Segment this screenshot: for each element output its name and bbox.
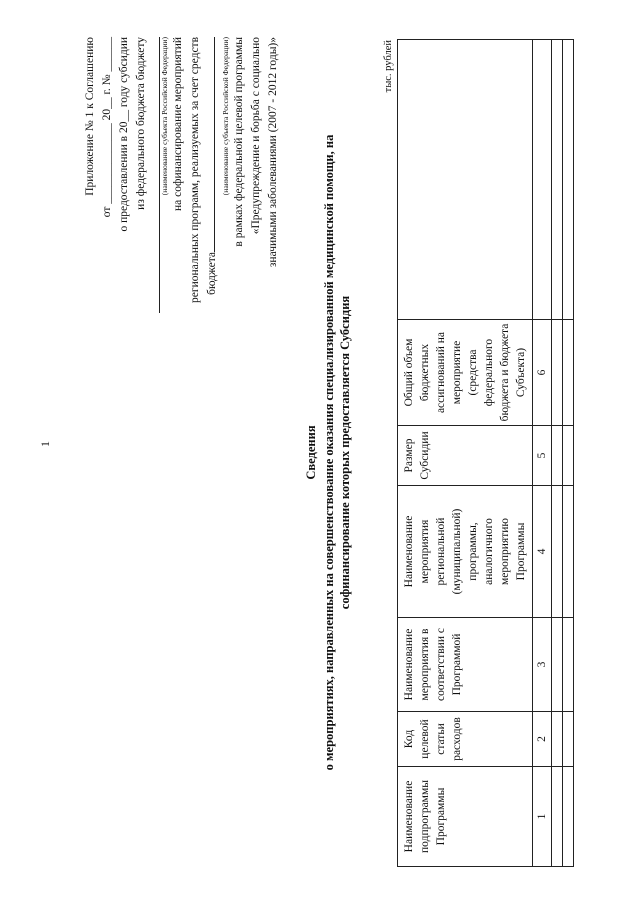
document-subtitle-line-1: о мероприятиях, направленных на совершенствование оказания специализированной медицинской помощи, на — [322, 134, 336, 771]
table-cell — [563, 40, 574, 320]
appendix-note-subject-1: (наименование субъекта Российской Федерации) — [160, 37, 169, 196]
column-number: 1 — [533, 767, 552, 867]
table-cell — [552, 767, 563, 867]
appendix-purpose-1: о предоставлении в 20__ году субсидии — [118, 37, 130, 232]
appendix-date-line: от ______________ 20__ г. № ______ — [101, 37, 113, 218]
header-total-budget: Общий объем бюджетных ассигнований на мероприятие (средства федерального бюджета и бюджета Субъекта) — [398, 320, 533, 426]
appendix-budget-prefix: бюджета — [206, 252, 218, 295]
column-number-blank — [533, 40, 552, 320]
table-row — [563, 40, 574, 867]
column-number: 6 — [533, 320, 552, 426]
column-number: 5 — [533, 426, 552, 486]
column-number: 4 — [533, 486, 552, 618]
appendix-purpose-2: из федерального бюджета бюджету — [135, 37, 147, 210]
appendix-note-subject-2: (наименование субъекта Российской Федерации) — [221, 37, 230, 196]
appendix-cofinancing-2: региональных программ, реализуемых за счет средств — [189, 37, 201, 303]
subject-underline-2 — [204, 37, 215, 252]
table-cell — [563, 426, 574, 486]
appendix-block — [82, 37, 282, 397]
table-number-row — [533, 40, 552, 867]
header-program-measure: Наименование мероприятия в соответствии с Программой — [398, 618, 533, 712]
header-blank — [398, 40, 533, 320]
table-cell — [552, 426, 563, 486]
header-subprogram: Наименование подпрограммы Программы — [398, 767, 533, 867]
document-subtitle-line-2: софинансирование которых предоставляется Субсидия — [338, 295, 352, 610]
column-number: 3 — [533, 618, 552, 712]
appendix-cofinancing-1: на софинансирование мероприятий — [172, 37, 184, 211]
header-regional-measure: Наименование мероприятия региональной (муниципальной) программы, аналогичного мероприятию Программы — [398, 486, 533, 618]
appendix-title: Приложение № 1 к Соглашению — [84, 37, 96, 196]
header-expense-code: Код целевой статьи расходов — [398, 712, 533, 767]
units-label: тыс. рублей — [383, 40, 394, 93]
table-cell — [552, 712, 563, 767]
table-cell — [563, 767, 574, 867]
subsidy-table — [397, 39, 574, 867]
table-row — [552, 40, 563, 867]
appendix-program-2: «Предупреждение и борьба с социально — [250, 37, 262, 235]
column-number: 2 — [533, 712, 552, 767]
table-cell — [563, 320, 574, 426]
appendix-program-1: в рамках федеральной целевой программы — [233, 37, 245, 247]
table-header-row — [398, 40, 533, 867]
page-number: 1 — [38, 441, 52, 447]
document-title: Сведения — [304, 425, 318, 480]
header-subsidy-size: Размер Субсидии — [398, 426, 533, 486]
table-cell — [552, 486, 563, 618]
subject-underline-1 — [150, 37, 160, 313]
table-cell — [563, 486, 574, 618]
table-cell — [563, 618, 574, 712]
table-cell — [552, 40, 563, 320]
table-cell — [563, 712, 574, 767]
table-cell — [552, 320, 563, 426]
appendix-program-3: значимыми заболеваниями (2007 - 2012 годы)» — [267, 37, 279, 268]
appendix-budget-line — [204, 37, 221, 397]
table-cell — [552, 618, 563, 712]
